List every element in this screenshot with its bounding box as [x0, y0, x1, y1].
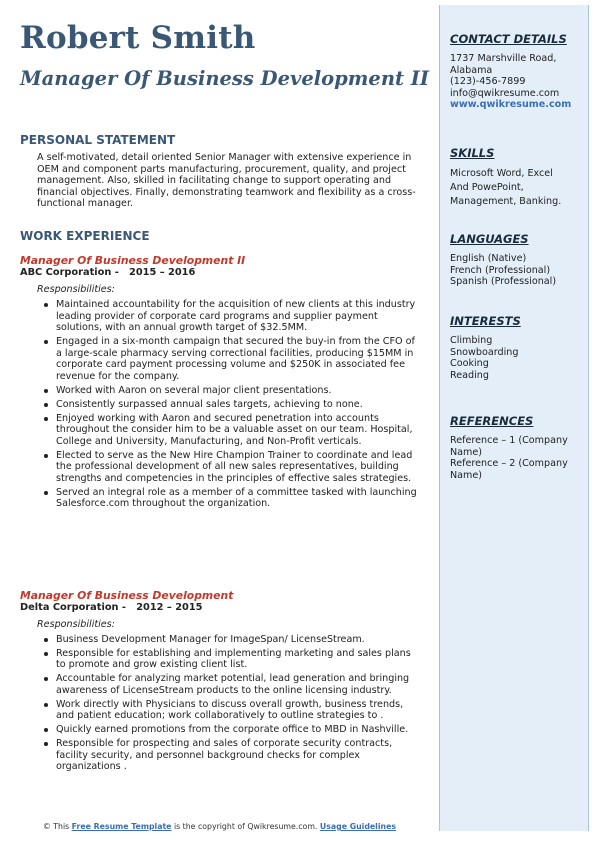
list-item: Spanish (Professional)	[450, 276, 557, 288]
list-item: Snowboarding	[450, 346, 519, 358]
list-item: Reading	[450, 369, 489, 381]
list-item: English (Native)	[450, 253, 527, 264]
list-item: Name)	[450, 446, 483, 458]
contact-state: Alabama	[450, 64, 493, 76]
list-item: Engaged in a six-month campaign that secured the buy-in from the CFO of a large-scale pharmacy serving correctional facilities, producing $15MM in corporate card payment processing volume and $250K in associated fee revenue for the company.	[56, 336, 421, 382]
responsibilities-label: Responsibilities:	[37, 619, 115, 630]
footer-text: is the copyright of Qwikresume.com.	[171, 822, 320, 831]
job-role: Manager Of Business Development II	[20, 254, 246, 267]
list-item: Business Development Manager for ImageSpan/ LicenseStream.	[56, 634, 421, 646]
list-item: Enjoyed working with Aaron and secured penetration into accounts throughout the consider him to be a valuable asset on our team. Hospital, College and University, Manufacturing, and Non-Profit verticals.	[56, 413, 421, 448]
references-list	[450, 435, 583, 481]
list-item: Maintained accountability for the acquisition of new clients at this industry leading provider of corporate card programs and supplier payment solutions, with an annual growth target of $32.5MM.	[56, 299, 421, 334]
list-item: Microsoft Word, Excel	[450, 168, 553, 179]
list-item: Worked with Aaron on several major client presentations.	[56, 385, 421, 397]
interests-heading: INTERESTS	[450, 314, 521, 328]
references-heading: REFERENCES	[450, 414, 534, 428]
free-resume-template-link[interactable]: Free Resume Template	[71, 822, 172, 831]
list-item: Responsible for establishing and implementing marketing and sales plans to promote and grow existing client list.	[56, 648, 421, 671]
contact-phone: (123)-456-7899	[450, 76, 526, 88]
interests-list	[450, 335, 583, 381]
personal-statement-text: A self-motivated, detail oriented Senior Manager with extensive experience in OEM and component parts manufacturing, procurement, quality, and project management. Also, skilled in facilitating change to support operating and financial objectives. Finally, demonstrating teamwork and flexibility as a cross-functional manager.	[37, 152, 416, 210]
list-item: Responsible for prospecting and sales of corporate security contracts, facility security, and personnel background checks for complex organizations .	[56, 738, 421, 773]
job-role: Manager Of Business Development	[20, 589, 234, 602]
list-item: Work directly with Physicians to discuss overall growth, business trends, and patient education; work collaboratively to outline strategies to .	[56, 699, 421, 722]
list-item: Elected to serve as the New Hire Champion Trainer to coordinate and lead the professional development of all new sales representatives, building strengths and competencies in the principles of effective sales strategies.	[56, 450, 421, 485]
list-item: Name)	[450, 469, 483, 481]
contact-website-link[interactable]: www.qwikresume.com	[450, 99, 572, 111]
languages-list	[450, 253, 583, 288]
candidate-title: Manager Of Business Development II	[20, 67, 430, 90]
responsibilities-list	[56, 299, 421, 512]
list-item: Reference – 1 (Company	[450, 435, 568, 446]
section-heading-work-experience: WORK EXPERIENCE	[20, 229, 150, 243]
list-item: Consistently surpassed annual sales targets, achieving to none.	[56, 399, 421, 411]
contact-email[interactable]: info@qwikresume.com	[450, 87, 560, 99]
job-company-dates: Delta Corporation - 2012 – 2015	[20, 602, 203, 613]
usage-guidelines-link[interactable]: Usage Guidelines	[319, 822, 397, 831]
job-company-dates: ABC Corporation - 2015 – 2016	[20, 267, 196, 278]
list-item: Reference – 2 (Company	[450, 458, 568, 470]
responsibilities-list	[56, 634, 421, 775]
list-item: Quickly earned promotions from the corporate office to MBD in Nashville.	[56, 724, 421, 736]
responsibilities-label: Responsibilities:	[37, 284, 115, 295]
skills-heading: SKILLS	[450, 146, 495, 160]
list-item: Accountable for analyzing market potential, lead generation and bringing awareness of LicenseStream products to the online licensing industry.	[56, 673, 421, 696]
footer-text: © This	[42, 822, 72, 831]
contact-details	[450, 53, 583, 111]
contact-details-heading: CONTACT DETAILS	[450, 32, 567, 46]
list-item: And PowePoint,	[450, 182, 524, 194]
skills-list	[450, 167, 583, 210]
list-item: Cooking	[450, 358, 489, 370]
list-item: French (Professional)	[450, 264, 551, 276]
languages-heading: LANGUAGES	[450, 232, 529, 246]
sidebar	[439, 5, 589, 831]
contact-address-line: 1737 Marshville Road,	[450, 53, 557, 64]
section-heading-personal-statement: PERSONAL STATEMENT	[20, 133, 176, 147]
candidate-name: Robert Smith	[20, 20, 256, 56]
list-item: Climbing	[450, 335, 493, 346]
list-item: Served an integral role as a member of a committee tasked with launching Salesforce.com throughout the organization.	[56, 487, 421, 510]
list-item: Management, Banking.	[450, 196, 562, 208]
copyright-footer	[0, 822, 439, 831]
